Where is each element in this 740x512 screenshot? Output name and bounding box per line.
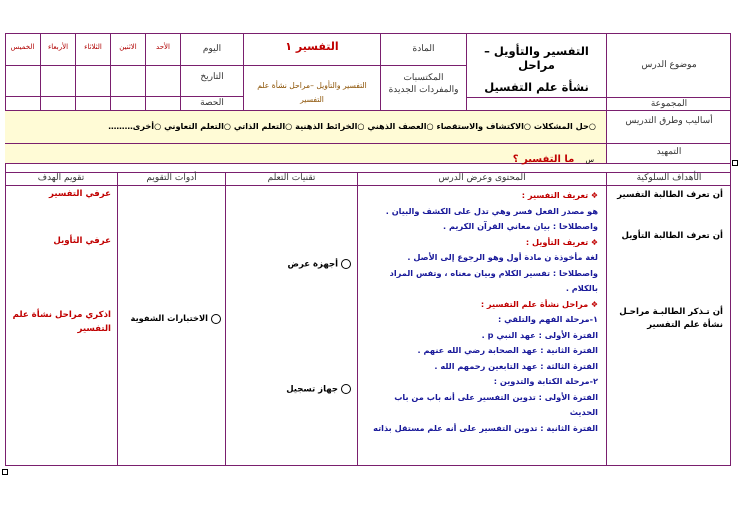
day-tuesday[interactable] bbox=[75, 33, 110, 65]
content-heading: تعريف التفسير : bbox=[521, 190, 589, 200]
eval-item: عرفي التفسير bbox=[49, 189, 111, 199]
content-line bbox=[358, 235, 598, 251]
techniques-column bbox=[225, 186, 357, 466]
goal-item: أن تـذكر الطالبـة مراحـل نشأة علم التفسير bbox=[619, 307, 723, 330]
period-label-cell bbox=[180, 97, 243, 111]
topic-title-line1: التفسير والتأويل –مراحل bbox=[484, 44, 589, 72]
content-line: الفترة الثانية : تدوين التفسير على أنه علم مستقل بذاته bbox=[373, 422, 598, 433]
radio-circle-icon[interactable] bbox=[211, 314, 221, 324]
date-label-cell bbox=[180, 66, 243, 97]
subject-label-cell bbox=[380, 33, 466, 66]
period-row bbox=[5, 97, 180, 111]
content-line: الفترة الأولى : تدوين التفسير على أنه باب من باب bbox=[394, 391, 598, 402]
day-label-cell bbox=[180, 33, 243, 66]
col-eval-header bbox=[5, 172, 117, 186]
content-line: هو مصدر الفعل فسر وهي تدل على الكشف والبيان . bbox=[385, 205, 598, 216]
topic-value-cell bbox=[466, 33, 606, 98]
goal-item: أن تعرف الطالبة التفسير bbox=[617, 190, 723, 200]
tool-item bbox=[131, 313, 221, 324]
intro-marker: س bbox=[585, 156, 594, 164]
day-label: اليوم bbox=[202, 44, 222, 54]
content-line: الفترة الثانية : عهد الصحابة رضي الله عنهم . bbox=[417, 345, 598, 355]
concepts-label: المكتسبات والمفردات الجديدة bbox=[388, 73, 459, 95]
date-cell[interactable] bbox=[40, 66, 75, 96]
date-cell[interactable] bbox=[75, 66, 110, 96]
day-wednesday[interactable] bbox=[40, 33, 75, 65]
technique-item bbox=[286, 384, 351, 395]
radio-circle-icon[interactable] bbox=[341, 259, 351, 269]
col-goals-label: الأهداف السلوكية bbox=[636, 173, 702, 183]
day-thursday-label: الخميس bbox=[10, 43, 35, 51]
resize-handle[interactable] bbox=[732, 160, 738, 166]
methods-label: أساليب وطرق التدريس bbox=[625, 116, 713, 126]
col-tools-label: أدوات التقويم bbox=[146, 173, 197, 183]
day-monday[interactable] bbox=[110, 33, 145, 65]
day-monday-label: الاثنين bbox=[119, 43, 137, 51]
methods-label-cell bbox=[606, 111, 731, 144]
intro-label-cell bbox=[606, 144, 731, 164]
technique-item bbox=[288, 259, 351, 270]
content-line: واصطلاحا : بيان معاني القرآن الكريم . bbox=[443, 221, 598, 231]
col-goals-header bbox=[606, 172, 731, 186]
col-techniques-label: تقنيات التعلم bbox=[267, 173, 316, 183]
diamond-bullet-icon: ❖ bbox=[590, 191, 598, 200]
content-list bbox=[358, 186, 606, 436]
day-wednesday-label: الأربعاء bbox=[47, 43, 69, 51]
eval-item: عرفي التأويل bbox=[53, 236, 111, 246]
tools-column bbox=[117, 186, 225, 466]
content-line bbox=[358, 188, 598, 204]
col-eval-label: تقويم الهدف bbox=[37, 173, 85, 183]
period-cell[interactable] bbox=[145, 97, 180, 110]
intro-value-cell bbox=[5, 144, 606, 164]
date-row bbox=[5, 66, 180, 97]
date-cell[interactable] bbox=[145, 66, 180, 96]
date-cell[interactable] bbox=[110, 66, 145, 96]
group-label-cell bbox=[606, 98, 731, 111]
day-thursday[interactable] bbox=[5, 33, 40, 65]
col-techniques-header bbox=[225, 172, 357, 186]
content-line: الحديث bbox=[569, 407, 598, 417]
col-content-header bbox=[357, 172, 606, 186]
days-row bbox=[5, 33, 180, 66]
subject-value-cell bbox=[243, 33, 380, 66]
radio-circle-icon[interactable] bbox=[341, 384, 351, 394]
concepts-label-cell bbox=[380, 66, 466, 111]
content-column bbox=[357, 186, 606, 466]
period-label: الحصة bbox=[200, 98, 224, 108]
eval-item: اذكري مراحل نشأة علم التفسير bbox=[12, 310, 111, 334]
intro-label: التمهيد bbox=[656, 147, 682, 157]
content-line: واصطلاحا : تفسير الكلام وبيان معناه ، وتفس المراد bbox=[389, 267, 598, 278]
goal-item: أن تعرف الطالبة التأويل bbox=[621, 231, 723, 241]
content-heading: مراحل نشأة علم التفسير : bbox=[480, 298, 589, 309]
concepts-value: التفسير والتأويل –مراحل نشأة علم التفسير bbox=[257, 81, 367, 104]
content-line bbox=[358, 297, 598, 313]
group-label: المجموعة bbox=[650, 99, 688, 109]
methods-value-cell bbox=[5, 111, 606, 144]
topic-label: موضوع الدرس bbox=[641, 60, 697, 70]
content-line: لغة مأخوذة ن مادة أول وهو الرجوع إلى الأصل . bbox=[407, 252, 598, 262]
col-tools-header bbox=[117, 172, 225, 186]
content-line: الفترة الثالثة : عهد التابعين رحمهم الله . bbox=[434, 360, 598, 371]
day-sunday[interactable] bbox=[145, 33, 180, 65]
content-heading: تعريف التأويل : bbox=[525, 236, 589, 247]
technique-label: أجهزة عرض bbox=[287, 259, 338, 270]
resize-handle[interactable] bbox=[2, 469, 8, 475]
content-line: بالكلام . bbox=[565, 283, 598, 293]
topic-title-line2: نشأة علم التفسيل bbox=[484, 80, 589, 94]
technique-label: جهاز تسجيل bbox=[286, 384, 338, 395]
lesson-plan-table bbox=[5, 33, 731, 466]
methods-value: ○حل المشكلات ○الاكتشاف والاستقصاء ○العصف الذهني ○الخرائط الذهنية ○التعلم الذاتي ○التعلم التعاوني ○أخرى……… bbox=[108, 121, 596, 131]
topic-label-cell bbox=[606, 33, 731, 98]
goals-column bbox=[606, 186, 731, 466]
content-line: ٢-مرحلة الكتابة والتدوين : bbox=[493, 376, 598, 386]
day-tuesday-label: الثلاثاء bbox=[84, 43, 102, 51]
date-label: التاريخ bbox=[200, 72, 224, 82]
tool-label: الاختبارات الشفوية bbox=[130, 313, 208, 323]
subject-value: التفسير ١ bbox=[285, 40, 339, 53]
content-line: الفترة الأولى : عهد النبي p . bbox=[481, 329, 598, 340]
period-cell[interactable] bbox=[40, 97, 75, 110]
subject-label: المادة bbox=[412, 44, 435, 54]
day-sunday-label: الأحد bbox=[156, 43, 170, 51]
concepts-value-cell bbox=[243, 66, 380, 111]
period-cell[interactable] bbox=[110, 97, 145, 110]
col-content-label: المحتوى وعرض الدرس bbox=[438, 173, 526, 183]
intro-question: ما التفسير ؟ bbox=[512, 154, 575, 165]
group-value-cell[interactable] bbox=[466, 98, 606, 111]
evaluation-column bbox=[5, 186, 117, 466]
period-cell[interactable] bbox=[75, 97, 110, 110]
diamond-bullet-icon: ❖ bbox=[590, 237, 598, 247]
diamond-bullet-icon: ❖ bbox=[590, 299, 598, 309]
content-line: ١-مرحلة الفهم والتلقي : bbox=[497, 314, 598, 324]
